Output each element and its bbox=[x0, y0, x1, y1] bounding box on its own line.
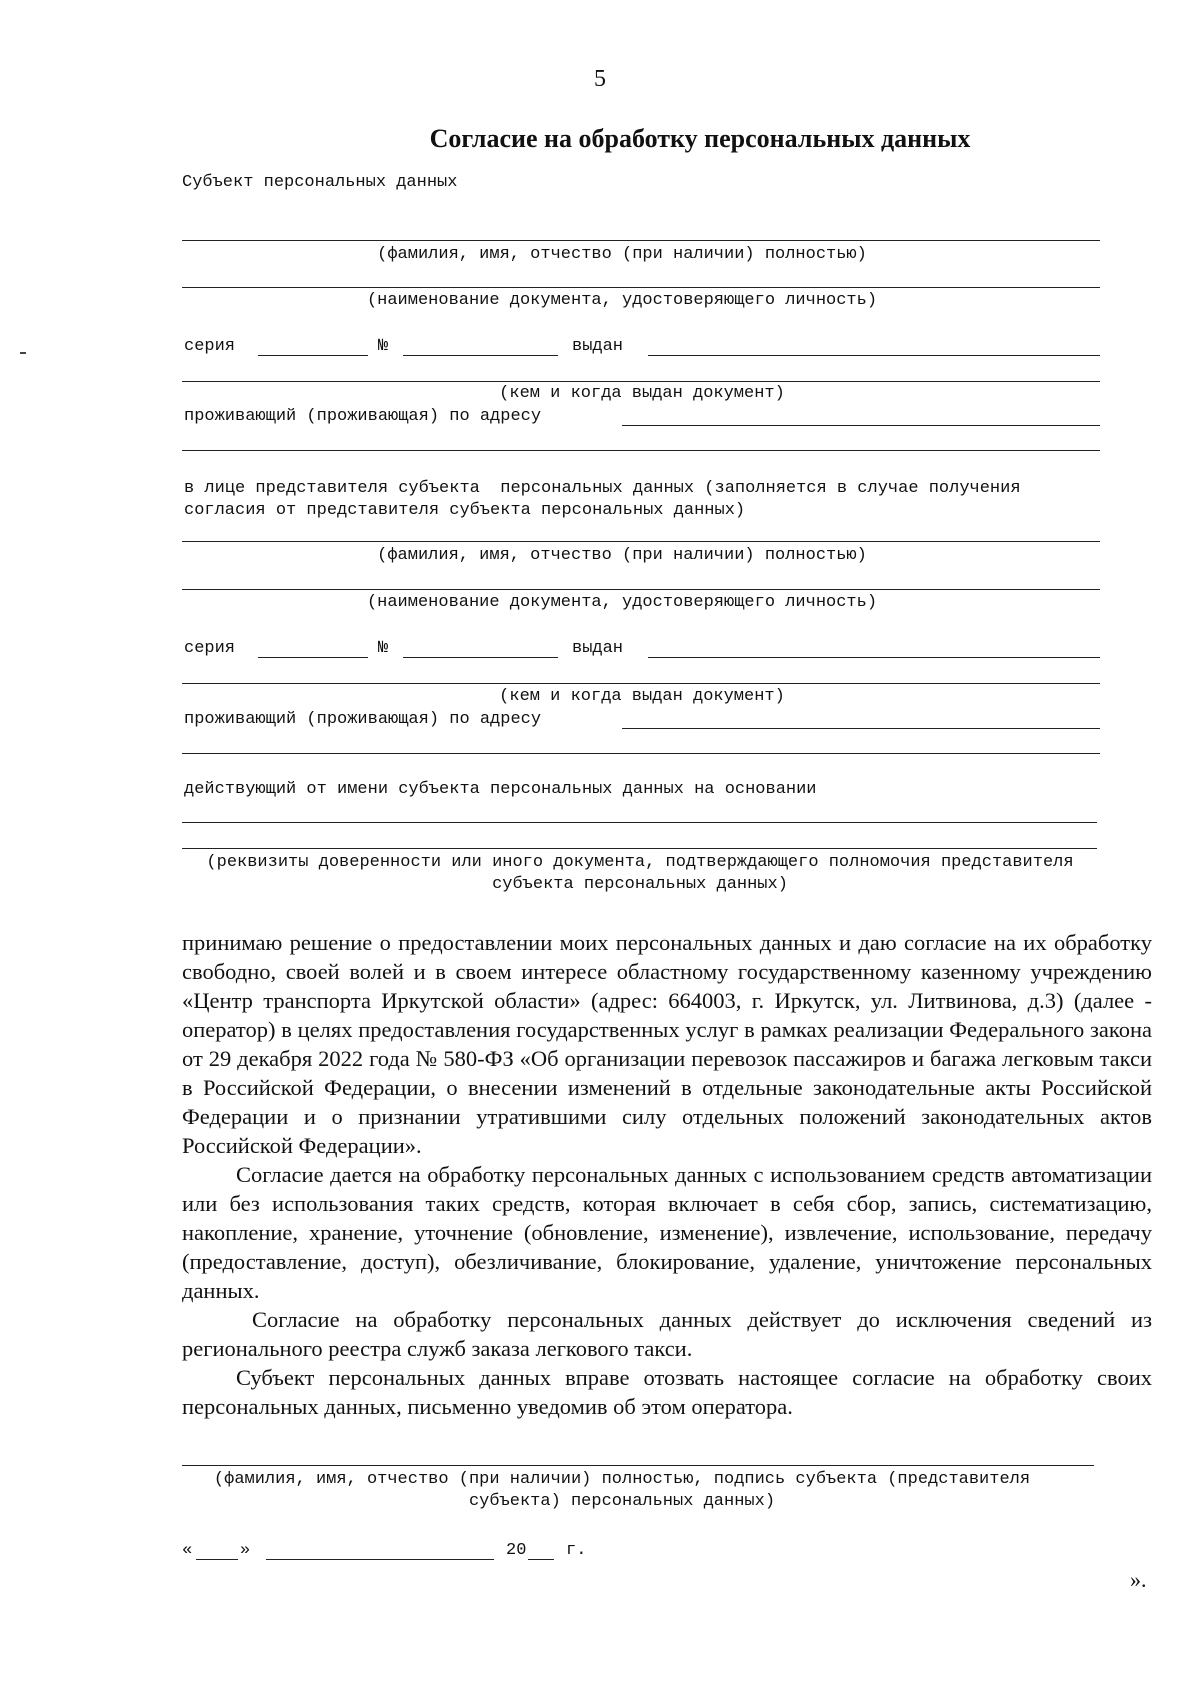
rep-issued-field[interactable] bbox=[648, 657, 1100, 658]
rep-issued-by-line[interactable] bbox=[182, 683, 1100, 684]
representative-label: в лице представителя субъекта персональных данных (заполняется в случае получения согласия от представителя субъекта персональных данных) bbox=[184, 479, 1031, 520]
page-title: Согласие на обработку персональных данных bbox=[429, 124, 971, 153]
issued-by-line[interactable] bbox=[182, 381, 1100, 382]
page-number: 5 bbox=[594, 66, 606, 92]
rep-address-line-2[interactable] bbox=[182, 753, 1100, 754]
scan-speck bbox=[20, 352, 26, 354]
signature-caption: (фамилия, имя, отчество (при наличии) полностью, подпись субъекта (представителя субъекта) персональных данных) bbox=[213, 1470, 1031, 1511]
rep-address-field[interactable] bbox=[622, 728, 1100, 729]
authority-line-1[interactable] bbox=[182, 822, 1097, 823]
consent-paragraph-3: Согласие на обработку персональных данных действует до исключения сведений из регионального реестра служб заказа легкового такси. bbox=[182, 1307, 1152, 1361]
date-year-suffix: г. bbox=[566, 1541, 587, 1560]
acting-basis-label: действующий от имени субъекта персональных данных на основании bbox=[184, 780, 817, 799]
rep-issued-by-caption: (кем и когда выдан документ) bbox=[499, 687, 785, 706]
issued-label: выдан bbox=[572, 337, 624, 356]
rep-residing-label: проживающий (проживающая) по адресу bbox=[184, 710, 542, 729]
signature-line[interactable] bbox=[182, 1465, 1094, 1466]
rep-series-field[interactable] bbox=[258, 657, 368, 658]
date-close-quote: » bbox=[240, 1541, 251, 1560]
rep-id-doc-line[interactable] bbox=[182, 589, 1100, 590]
rep-fio-caption: (фамилия, имя, отчество (при наличии) полностью) bbox=[377, 546, 867, 565]
series-field[interactable] bbox=[258, 355, 368, 356]
address-field[interactable] bbox=[622, 425, 1100, 426]
consent-paragraph-2: Согласие дается на обработку персональных данных с использованием средств автоматизации или без использования таких средств, которая включает в себя сбор, запись, систематизацию, накопление, хранение, уточнение (обновление, изменение), извлечение, использование, передачу (предоставление, доступ), обезличивание, блокирование, удаление, уничтожение персональных данных. bbox=[182, 1162, 1152, 1303]
fio-line[interactable] bbox=[182, 240, 1100, 241]
date-day-field[interactable] bbox=[196, 1559, 238, 1560]
authority-line-2[interactable] bbox=[182, 848, 1097, 849]
fio-caption: (фамилия, имя, отчество (при наличии) полностью) bbox=[377, 245, 867, 264]
id-doc-line[interactable] bbox=[182, 287, 1100, 288]
rep-number-label: № bbox=[378, 639, 389, 658]
number-field[interactable] bbox=[403, 355, 558, 356]
rep-series-label: серия bbox=[184, 639, 236, 658]
date-month-field[interactable] bbox=[266, 1559, 494, 1560]
date-year-prefix: 20 bbox=[506, 1541, 527, 1560]
authority-doc-caption: (реквизиты доверенности или иного документа, подтверждающего полномочия представителя субъекта персональных данных) bbox=[206, 853, 1074, 894]
consent-paragraph-4: Субъект персональных данных вправе отозвать настоящее согласие на обработку своих персональных данных, письменно уведомив об этом оператора. bbox=[182, 1365, 1152, 1419]
rep-issued-label: выдан bbox=[572, 639, 624, 658]
date-open-quote: « bbox=[182, 1541, 193, 1560]
id-doc-caption: (наименование документа, удостоверяющего личность) bbox=[366, 291, 878, 310]
subject-label: Субъект персональных данных bbox=[182, 173, 458, 192]
rep-number-field[interactable] bbox=[403, 657, 558, 658]
issued-by-caption: (кем и когда выдан документ) bbox=[499, 384, 785, 403]
issued-field[interactable] bbox=[648, 355, 1100, 356]
series-label: серия bbox=[184, 337, 236, 356]
address-line-2[interactable] bbox=[182, 450, 1100, 451]
rep-fio-line[interactable] bbox=[182, 541, 1100, 542]
residing-label: проживающий (проживающая) по адресу bbox=[184, 407, 542, 426]
consent-body bbox=[182, 928, 1152, 1421]
number-label: № bbox=[378, 337, 389, 356]
closing-mark: ». bbox=[1130, 1567, 1147, 1592]
consent-paragraph-1: принимаю решение о предоставлении моих персональных данных и даю согласие на их обработку свободно, своей волей и в своем интересе областному государственному казенному учреждению «Центр транспорта Иркутской области» (адрес: 664003, г. Иркутск, ул. Литвинова, д.3) (далее - оператор) в целях предоставления государственных услуг в рамках реализации Федерального закона от 29 декабря 2022 года № 580-ФЗ «Об организации перевозок пассажиров и багажа легковым такси в Российской Федерации, о внесении изменений в отдельные законодательные акты Российской Федерации и о признании утратившими силу отдельных положений законодательных актов Российской Федерации». bbox=[182, 930, 1152, 1158]
rep-id-doc-caption: (наименование документа, удостоверяющего личность) bbox=[366, 593, 878, 612]
date-year-field[interactable] bbox=[528, 1559, 554, 1560]
